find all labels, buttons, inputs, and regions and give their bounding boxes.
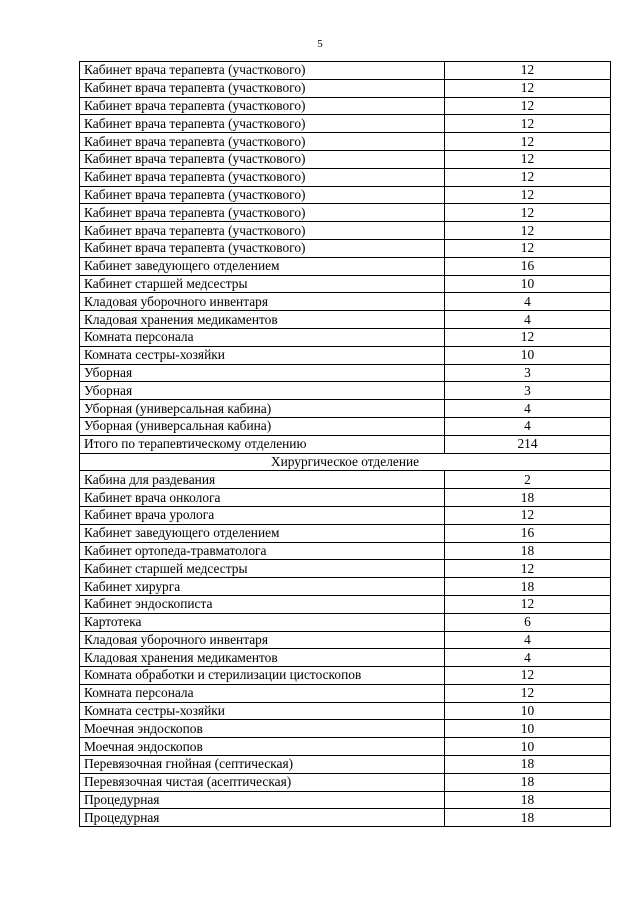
room-name-cell: Кабинет заведующего отделением (80, 257, 445, 275)
table-row (80, 595, 611, 613)
table-row (80, 702, 611, 720)
area-value-cell: 18 (445, 809, 611, 827)
room-name-cell: Кабинет врача терапевта (участкового) (80, 150, 445, 168)
table-row (80, 684, 611, 702)
area-value-cell: 10 (445, 346, 611, 364)
room-name-cell: Кабинет старшей медсестры (80, 275, 445, 293)
area-value-cell: 6 (445, 613, 611, 631)
room-name-cell: Процедурная (80, 791, 445, 809)
table-row (80, 222, 611, 240)
table-body (80, 62, 611, 827)
area-value-cell: 4 (445, 311, 611, 329)
table-row (80, 417, 611, 435)
table-row (80, 62, 611, 80)
table-row (80, 489, 611, 507)
table-row (80, 239, 611, 257)
room-name-cell: Кабинет заведующего отделением (80, 524, 445, 542)
table-row (80, 542, 611, 560)
table-row (80, 738, 611, 756)
table-row (80, 186, 611, 204)
room-name-cell: Кабинет ортопеда-травматолога (80, 542, 445, 560)
room-name-cell: Кабинет врача терапевта (участкового) (80, 168, 445, 186)
area-value-cell: 10 (445, 720, 611, 738)
area-value-cell: 12 (445, 115, 611, 133)
area-value-cell: 10 (445, 702, 611, 720)
table-row (80, 435, 611, 453)
room-name-cell: Кабинет врача онколога (80, 489, 445, 507)
area-value-cell: 18 (445, 542, 611, 560)
table-row (80, 115, 611, 133)
area-value-cell: 4 (445, 631, 611, 649)
section-title: Хирургическое отделение (80, 453, 611, 471)
table-row (80, 560, 611, 578)
area-value-cell: 12 (445, 560, 611, 578)
table-row (80, 328, 611, 346)
room-name-cell: Кабинет врача терапевта (участкового) (80, 97, 445, 115)
room-name-cell: Кабинет старшей медсестры (80, 560, 445, 578)
table-row (80, 364, 611, 382)
room-name-cell: Итого по терапевтическому отделению (80, 435, 445, 453)
area-value-cell: 3 (445, 364, 611, 382)
table-row (80, 524, 611, 542)
area-value-cell: 12 (445, 595, 611, 613)
table-row (80, 293, 611, 311)
table-row (80, 168, 611, 186)
area-value-cell: 18 (445, 773, 611, 791)
area-value-cell: 12 (445, 168, 611, 186)
room-name-cell: Кабинет врача терапевта (участкового) (80, 222, 445, 240)
area-value-cell: 4 (445, 649, 611, 667)
area-value-cell: 18 (445, 578, 611, 596)
table-row (80, 613, 611, 631)
area-value-cell: 12 (445, 204, 611, 222)
room-name-cell: Перевязочная гнойная (септическая) (80, 756, 445, 774)
room-name-cell: Комната сестры-хозяйки (80, 346, 445, 364)
area-value-cell: 12 (445, 79, 611, 97)
room-name-cell: Картотека (80, 613, 445, 631)
room-name-cell: Кабинет врача терапевта (участкового) (80, 239, 445, 257)
room-name-cell: Кладовая хранения медикаментов (80, 649, 445, 667)
area-value-cell: 2 (445, 471, 611, 489)
table-row (80, 133, 611, 151)
room-name-cell: Процедурная (80, 809, 445, 827)
table-row (80, 578, 611, 596)
area-value-cell: 16 (445, 257, 611, 275)
area-value-cell: 214 (445, 435, 611, 453)
room-name-cell: Уборная (универсальная кабина) (80, 400, 445, 418)
room-name-cell: Комната персонала (80, 328, 445, 346)
page-number: 5 (317, 38, 323, 50)
area-value-cell: 12 (445, 150, 611, 168)
table-row (80, 150, 611, 168)
table-row (80, 400, 611, 418)
room-name-cell: Комната обработки и стерилизации цистоскопов (80, 667, 445, 685)
area-value-cell: 12 (445, 133, 611, 151)
table-row (80, 275, 611, 293)
rooms-area-table (79, 61, 611, 827)
table-row (80, 667, 611, 685)
room-name-cell: Моечная эндоскопов (80, 720, 445, 738)
room-name-cell: Кабинет врача уролога (80, 506, 445, 524)
area-value-cell: 4 (445, 400, 611, 418)
room-name-cell: Кладовая хранения медикаментов (80, 311, 445, 329)
room-name-cell: Уборная (универсальная кабина) (80, 417, 445, 435)
area-value-cell: 12 (445, 684, 611, 702)
room-name-cell: Кабинет эндоскописта (80, 595, 445, 613)
room-name-cell: Кладовая уборочного инвентаря (80, 293, 445, 311)
area-value-cell: 12 (445, 97, 611, 115)
area-value-cell: 12 (445, 222, 611, 240)
room-name-cell: Перевязочная чистая (асептическая) (80, 773, 445, 791)
table-row (80, 382, 611, 400)
table-row (80, 649, 611, 667)
room-name-cell: Кабинет врача терапевта (участкового) (80, 133, 445, 151)
room-name-cell: Кабинет врача терапевта (участкового) (80, 79, 445, 97)
table-row (80, 756, 611, 774)
table-row (80, 346, 611, 364)
area-value-cell: 18 (445, 489, 611, 507)
table-row (80, 311, 611, 329)
room-name-cell: Кабинет врача терапевта (участкового) (80, 62, 445, 80)
area-value-cell: 10 (445, 275, 611, 293)
table-row (80, 773, 611, 791)
room-name-cell: Комната персонала (80, 684, 445, 702)
area-value-cell: 4 (445, 417, 611, 435)
table-row (80, 257, 611, 275)
area-value-cell: 12 (445, 506, 611, 524)
area-value-cell: 12 (445, 62, 611, 80)
table-row (80, 471, 611, 489)
room-name-cell: Моечная эндоскопов (80, 738, 445, 756)
area-value-cell: 3 (445, 382, 611, 400)
area-value-cell: 12 (445, 667, 611, 685)
room-name-cell: Уборная (80, 382, 445, 400)
table-row (80, 791, 611, 809)
table-row (80, 204, 611, 222)
table-row (80, 809, 611, 827)
area-value-cell: 18 (445, 791, 611, 809)
area-value-cell: 12 (445, 328, 611, 346)
section-header-row (80, 453, 611, 471)
area-value-cell: 16 (445, 524, 611, 542)
table-row (80, 631, 611, 649)
room-name-cell: Кабинет врача терапевта (участкового) (80, 204, 445, 222)
table-row (80, 506, 611, 524)
area-value-cell: 10 (445, 738, 611, 756)
room-name-cell: Кабинет врача терапевта (участкового) (80, 186, 445, 204)
area-value-cell: 18 (445, 756, 611, 774)
area-value-cell: 12 (445, 186, 611, 204)
room-name-cell: Кабинет врача терапевта (участкового) (80, 115, 445, 133)
room-name-cell: Уборная (80, 364, 445, 382)
room-name-cell: Кабина для раздевания (80, 471, 445, 489)
table-row (80, 720, 611, 738)
table-row (80, 97, 611, 115)
area-value-cell: 12 (445, 239, 611, 257)
area-value-cell: 4 (445, 293, 611, 311)
room-name-cell: Кладовая уборочного инвентаря (80, 631, 445, 649)
room-name-cell: Кабинет хирурга (80, 578, 445, 596)
table-row (80, 79, 611, 97)
room-name-cell: Комната сестры-хозяйки (80, 702, 445, 720)
